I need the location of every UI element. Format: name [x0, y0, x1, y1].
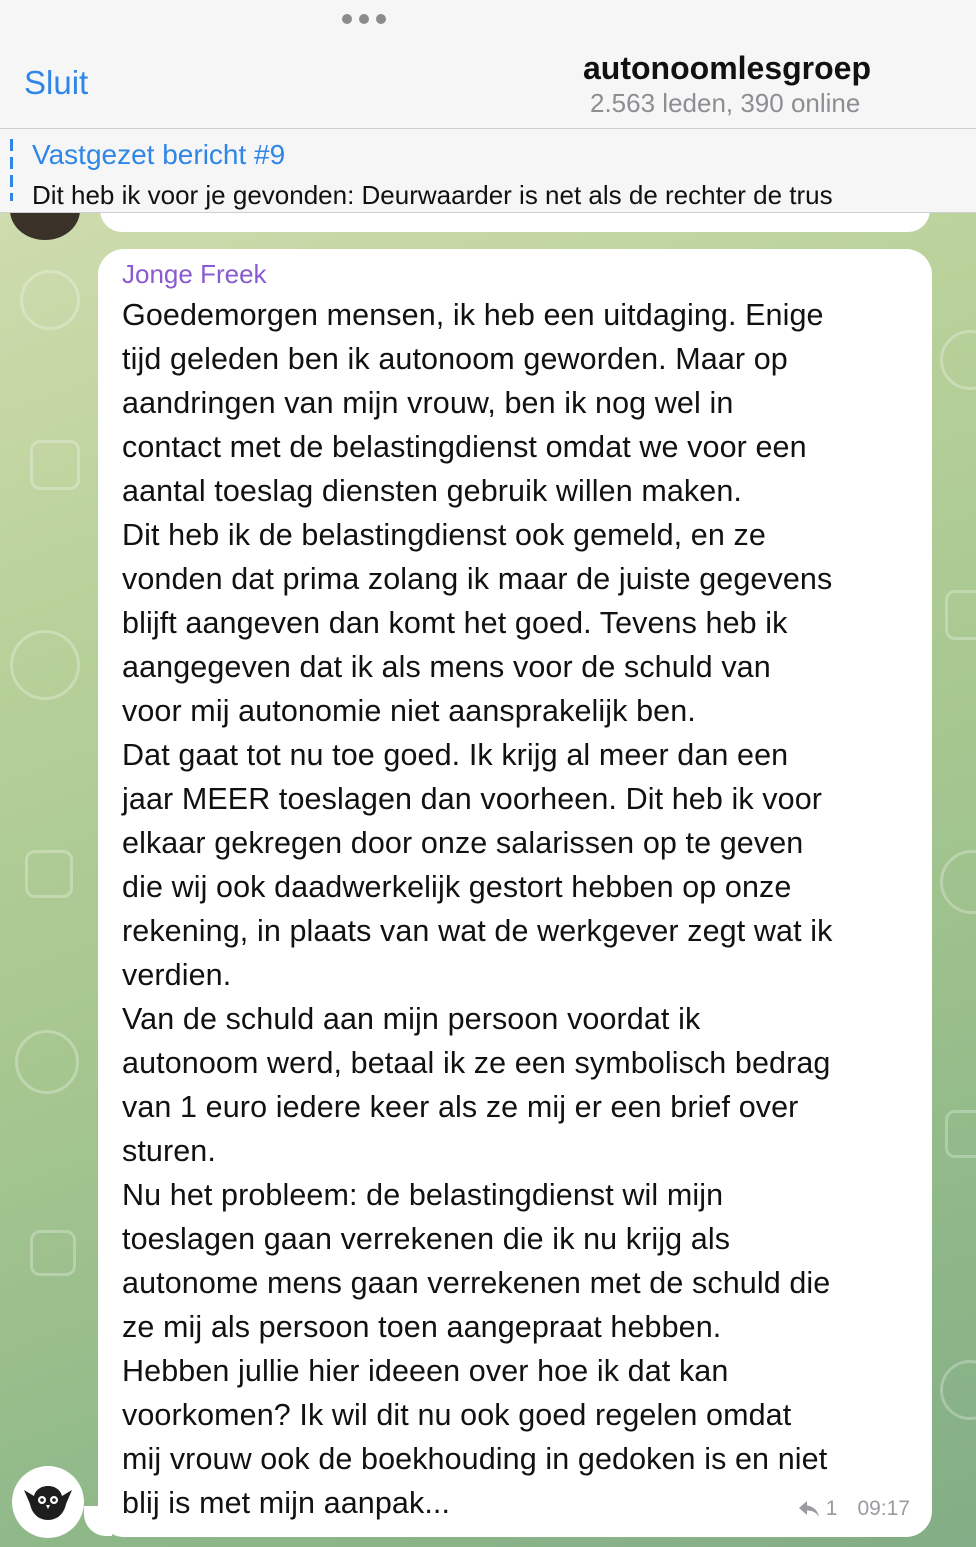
message-meta: [798, 1497, 910, 1521]
doodle-circle: [940, 850, 976, 914]
sender-avatar[interactable]: [12, 1466, 84, 1538]
chat-header: [0, 0, 976, 128]
message-text: Goedemorgen mensen, ik heb een uitdaging. Enige tijd geleden ben ik autonoom geworden. Maar op aandringen van mijn vrouw, ben ik nog wel in contact met de belastingdienst omdat we voor een aantal toeslag diensten gebruik willen maken. Dit heb ik de belastingdienst ook gemeld, en ze vonden dat prima zolang ik maar de juiste gegevens blijft aangeven dan komt het goed. Tevens heb ik aangegeven dat ik als mens voor de schuld van voor mij autonomie niet aansprakelijk ben. Dat gaat tot nu toe goed. Ik krijg al meer dan een jaar MEER toeslagen dan voorheen. Dit heb ik voor elkaar gekregen door onze salarissen op te geven die wij ook daadwerkelijk gestort hebben op onze rekening, in plaats van wat de werkgever zegt wat ik verdien. Van de schuld aan mijn persoon voordat ik autonoom werd, betaal ik ze een symbolisch bedrag van 1 euro iedere keer als ze mij er een brief over sturen. Nu het probleem: de belastingdienst wil mijn toeslagen gaan verrekenen die ik nu krijg als autonome mens gaan verrekenen met de schuld die ze mij als persoon toen aangepraat hebben. Hebben jullie hier ideeen over hoe ik dat kan voorkomen? Ik wil dit nu ook goed regelen omdat mij vrouw ook de boekhouding in gedoken is en niet blij is met mijn aanpak...: [122, 298, 833, 1520]
close-button[interactable]: Sluit: [24, 64, 89, 101]
owl-icon: [20, 1474, 76, 1530]
doodle-circle: [15, 1030, 79, 1094]
doodle-square: [945, 590, 976, 640]
doodle-square: [30, 440, 80, 490]
doodle-circle: [940, 330, 976, 390]
pinned-divider: [0, 212, 976, 213]
ellipsis-icon[interactable]: [342, 14, 386, 26]
pinned-indicator-icon: [10, 139, 13, 201]
pinned-title: Vastgezet bericht #9: [32, 139, 286, 170]
pinned-message-bar[interactable]: [0, 129, 976, 213]
doodle-square: [25, 850, 73, 898]
doodle-square: [30, 1230, 76, 1276]
doodle-circle: [20, 270, 80, 330]
pinned-preview: Dit heb ik voor je gevonden: Deurwaarder is net als de rechter de trus: [32, 180, 833, 210]
doodle-square: [945, 1110, 976, 1158]
reply-count[interactable]: 1: [825, 1497, 838, 1520]
chat-title[interactable]: autonoomlesgroep: [583, 50, 872, 86]
doodle-circle: [940, 1360, 976, 1420]
message-time: 09:17: [857, 1497, 910, 1520]
message-bubble[interactable]: [98, 249, 932, 1537]
reply-icon[interactable]: [798, 1500, 820, 1518]
member-count: 2.563 leden, 390 online: [590, 88, 861, 118]
sender-name[interactable]: Jonge Freek: [122, 259, 267, 289]
doodle-circle: [10, 630, 80, 700]
